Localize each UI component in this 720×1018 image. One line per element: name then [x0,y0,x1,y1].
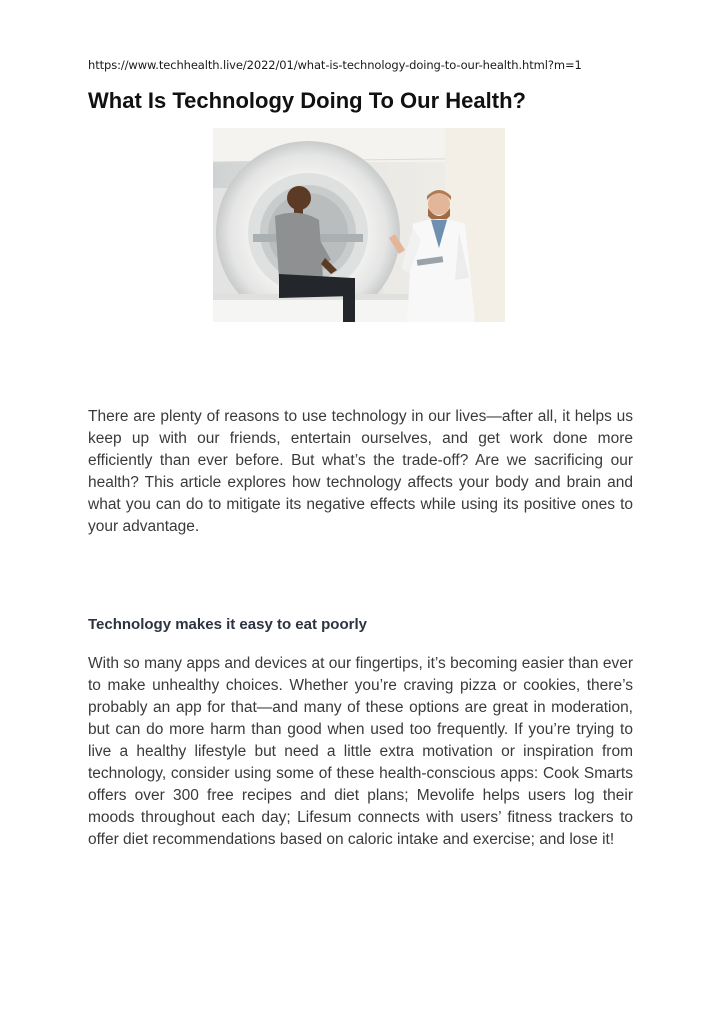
intro-paragraph: There are plenty of reasons to use technology in our lives—after all, it helps us keep up with our friends, entertain ourselves, and get work done more efficiently than ever before. But what’s the trade-off? Are we sacrificing our health? This article explores how technology affects your body and brain and what you can do to mitigate its negative effects while using its positive ones to your advantage. [88,408,633,535]
hero-image [213,128,505,322]
page-title: What Is Technology Doing To Our Health? [88,88,526,113]
section-paragraph: With so many apps and devices at our fingertips, it’s becoming easier than ever to make unhealthy choices. Whether you’re craving pizza or cookies, there’s probably an app for that—and many of these options are great in moderation, but can do more harm than good when used too frequently. If you’re trying to live a healthy lifestyle but need a little extra motivation or inspiration from technology, consider using some of these health-conscious apps: Cook Smarts offers over 300 free recipes and diet plans; Mevolife helps users log their moods throughout each day; Lifesum connects with users’ fitness trackers to offer diet recommendations based on caloric intake and exercise; and lose it! [88,655,633,848]
page-url[interactable]: https://www.techhealth.live/2022/01/what-is-technology-doing-to-our-health.html?m=1 [88,58,582,72]
section-heading: Technology makes it easy to eat poorly [88,616,367,633]
mri-consultation-photo-icon [213,128,505,322]
